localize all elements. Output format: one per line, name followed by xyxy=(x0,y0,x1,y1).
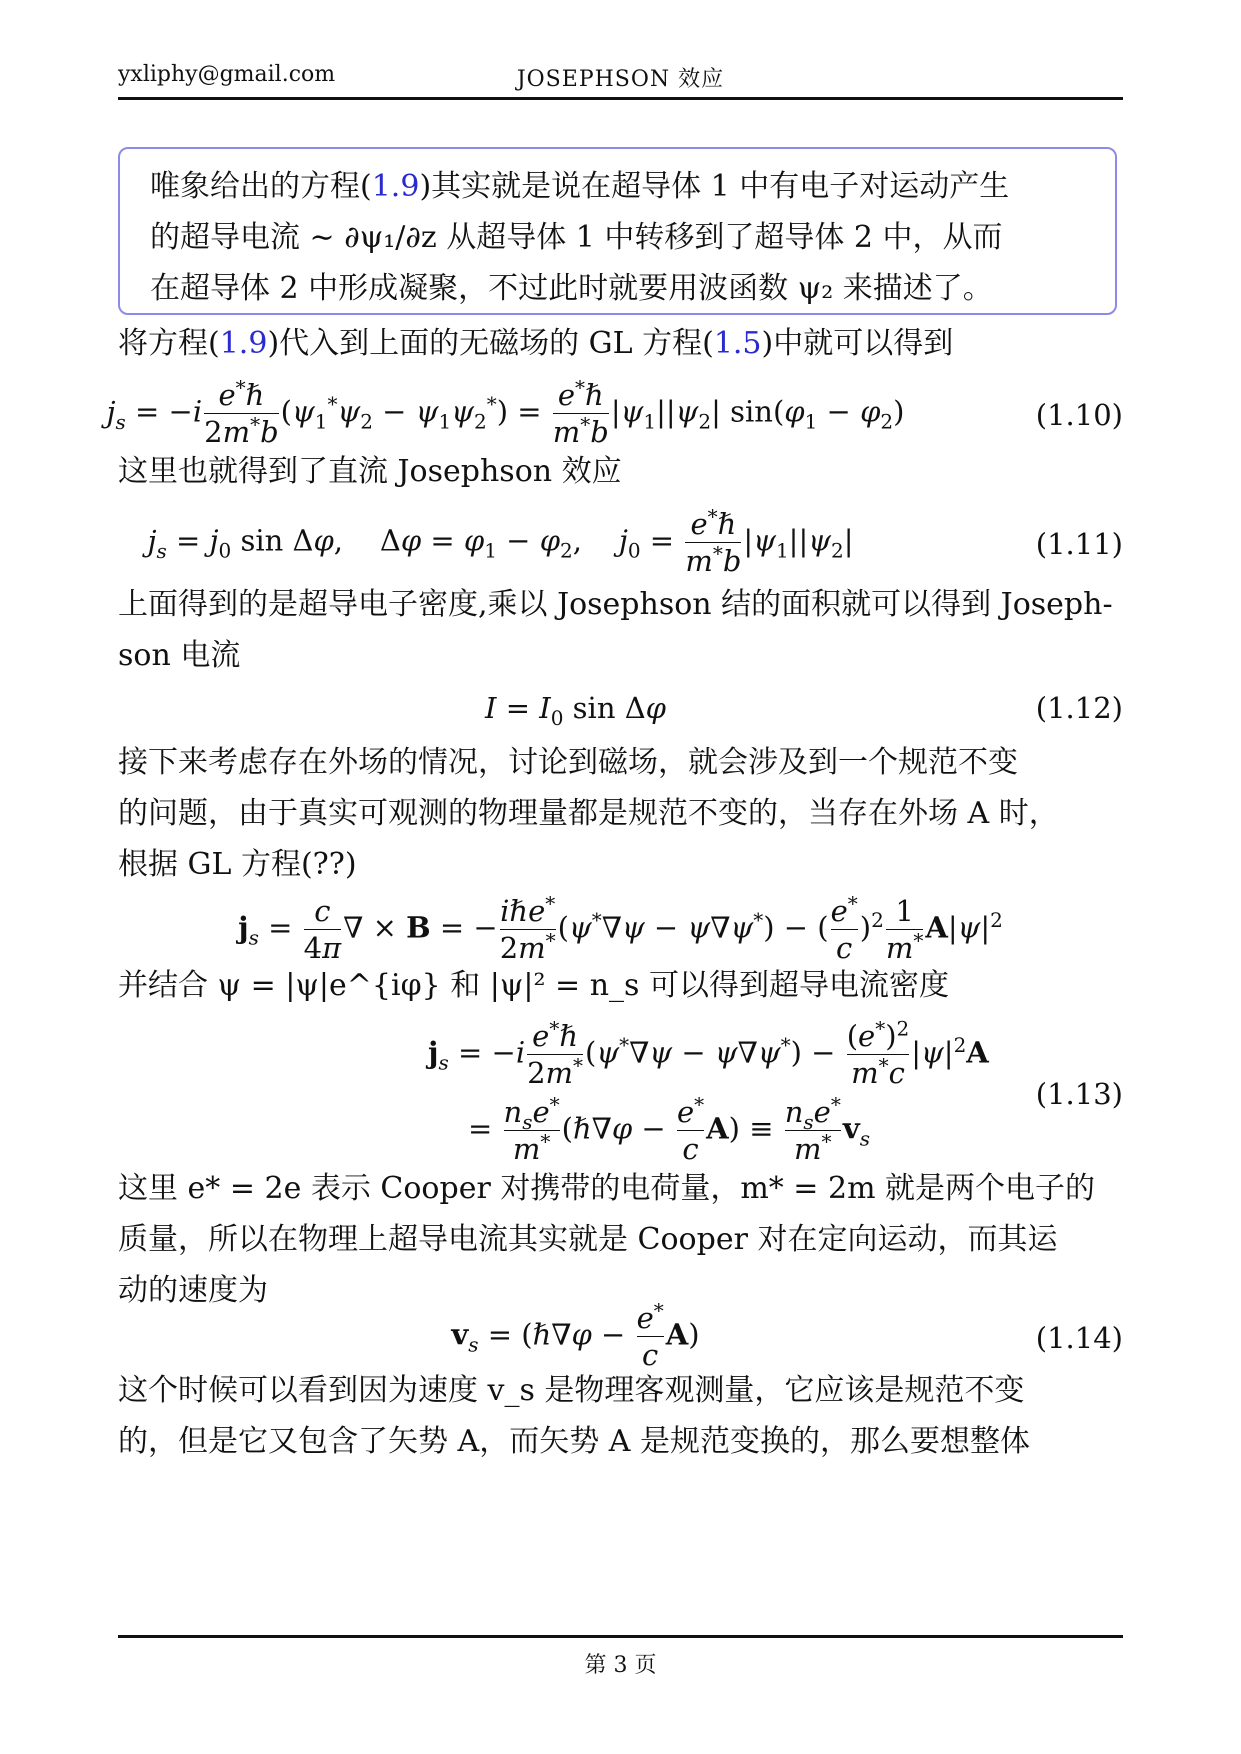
remark-line-3: 在超导体 2 中形成凝聚，不过此时就要用波函数 ψ₂ 来描述了。 xyxy=(150,271,993,306)
equation-gl-current: $j_s$ = $\frac{c}{4\pi}$ ∇ × B = − $\frac{i\hbar e^*}{2m^*}$ (ψ*∇ψ − ψ∇ψ*) − ( $\frac{e^*}{c}$ )$^2$ $\frac{1}{m^*}$ $A|\psi|^2$ xyxy=(238,891,1003,965)
footer-rule xyxy=(118,1635,1123,1638)
eq-ref-1-5[interactable]: 1.5 xyxy=(713,326,762,361)
eq-ref-1-9-b[interactable]: 1.9 xyxy=(219,326,268,361)
equation-1-11: $j_s = j_0$ sin Δφ, $\Delta\varphi = \varphi_1 - \varphi_2$, $j_0$ = $\frac{e^*\hbar}{m^*b}$ $|\psi_1||\psi_2|$ (1.11) xyxy=(147,504,1123,578)
page-header xyxy=(118,62,1123,96)
paragraph-7: 这个时候可以看到因为速度 v_s 是物理客观测量，它应该是规范不变 的，但是它又包含了矢势 A，而矢势 A 是规范变换的，那么要想整体 xyxy=(118,1373,1030,1459)
equation-1-10: $j_s = -i$ $\frac{e^*\hbar}{2m^*b}$ $(\psi_1^*\psi_2 - \psi_1\psi_2^*)$ = $\frac{e^*\hbar}{m^*b}$ $|\psi_1||\psi_2|$ $\sin(\varphi_1 - \varphi_2)$ (1.10) xyxy=(106,375,1123,449)
paragraph-5: 并结合 ψ = |ψ|e^{iφ} 和 |ψ|² = n_s 可以得到超导电流密度 xyxy=(118,968,949,1003)
paragraph-2: 这里也就得到了直流 Josephson 效应 xyxy=(118,454,622,489)
equation-1-14: $v_s$ = (ℏ∇φ − $\frac{e^*}{c}$ A) (1.14) xyxy=(451,1298,1123,1372)
remark-line-2: 的超导电流 ∼ ∂ψ₁/∂z 从超导体 1 中转移到了超导体 2 中，从而 xyxy=(150,220,1003,255)
equation-number: (1.12) xyxy=(1035,691,1123,725)
paragraph-4: 接下来考虑存在外场的情况，讨论到磁场，就会涉及到一个规范不变 的问题，由于真实可观测的物理量都是规范不变的，当存在外场 A 时， 根据 GL 方程(??) xyxy=(118,745,1059,882)
paragraph-3: 上面得到的是超导电子密度,乘以 Josephson 结的面积就可以得到 Joseph- son 电流 xyxy=(118,587,1113,673)
equation-number: (1.11) xyxy=(1035,527,1123,561)
page-number: 第 3 页 xyxy=(584,1653,657,1678)
paragraph-1: 将方程(1.9)代入到上面的无磁场的 GL 方程(1.5)中就可以得到 xyxy=(118,326,954,361)
eq-ref-1-9[interactable]: 1.9 xyxy=(371,169,420,204)
header-title: JOSEPHSON 效应 xyxy=(516,67,725,92)
header-rule xyxy=(118,97,1123,100)
paragraph-6: 这里 e* = 2e 表示 Cooper 对携带的电荷量，m* = 2m 就是两个电子的 质量，所以在物理上超导电流其实就是 Cooper 对在定向运动，而其运 动的速度为 xyxy=(118,1171,1096,1308)
equation-number: (1.14) xyxy=(1035,1321,1123,1355)
equation-number: (1.10) xyxy=(1035,398,1123,432)
equation-1-12: $I = I_0$ sin Δφ (1.12) xyxy=(118,688,1123,732)
remark-box xyxy=(118,147,1117,315)
equation-1-13: $j_s = -i$ $\frac{e^*\hbar}{2m^*}$ (ψ*∇ψ − ψ∇ψ*) − $\frac{(e^*)^2}{m^*c}$ $|\psi|^2A$ = $\frac{n_se^*}{m^*}$ (ℏ∇φ − $\frac{e^*}{c}$ A) ≡ $\frac{n_se^*}{m^*}$ $v_s$ (1.13) xyxy=(428,1016,1123,1166)
remark-line-1: 唯象给出的方程(1.9)其实就是说在超导体 1 中有电子对运动产生 xyxy=(150,169,1010,204)
header-email: yxliphy@gmail.com xyxy=(118,62,336,87)
equation-number: (1.13) xyxy=(1035,1077,1123,1111)
